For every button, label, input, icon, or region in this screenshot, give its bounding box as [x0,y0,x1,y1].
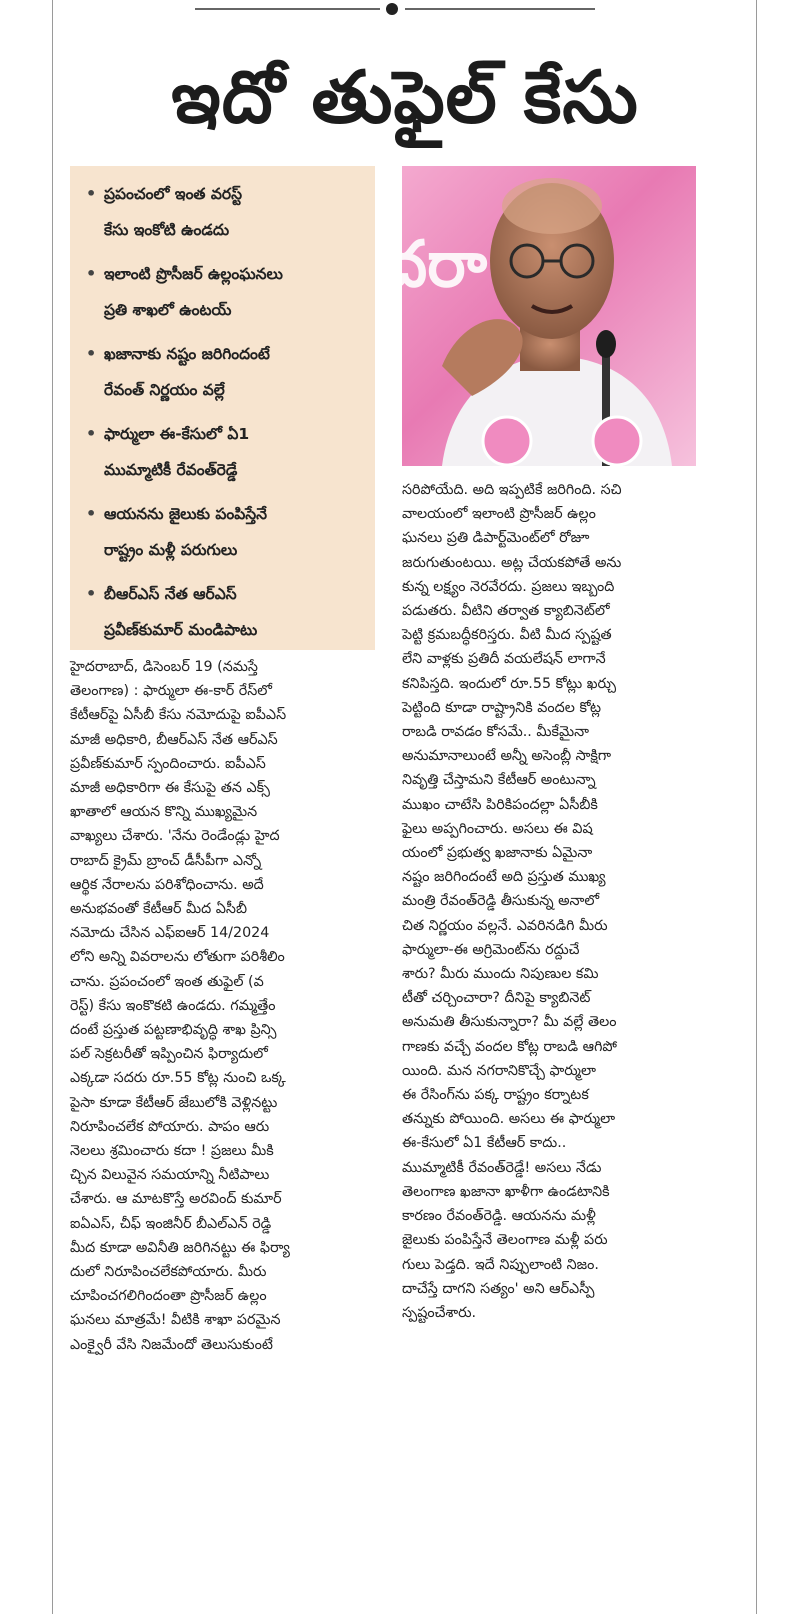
top-rule-right [405,8,595,10]
speaker-photo [382,166,696,466]
highlight-item: • ఖజానాకు నష్టం జరిగిందంటే రేవంత్ నిర్ణయం వల్లే [86,336,365,408]
highlights-box [70,166,375,650]
bullet-icon: • [86,264,97,283]
top-ornament-dot [386,3,398,15]
highlight-item: • ప్రపంచంలో ఇంత వరస్ట్ కేసు ఇంకోటి ఉండదు [86,176,365,248]
highlight-item: • ఆయనను జైలుకు పంపిస్తేనే రాష్ట్రం మళ్లీ పరుగులు [86,496,365,568]
bullet-icon: • [86,344,97,363]
article-body-right: సరిపోయేది. అది ఇప్పటికే జరిగింది. సచి వాలయంలో ఇలాంటి ప్రొసీజర్ ఉల్లం ఘనలు ప్రతి డిపార్ట్‌మెంట్‌లో రోజూ జరుగుతుంటయి. అట్ల చేయకపోతే అను కున్న లక్ష్యం నెరవేరదు. ప్రజలు ఇబ్బంది పడుతరు. వీటిని తర్వాత క్యాబినెట్‌లో పెట్టి క్రమబద్ధీకరిస్తరు. వీటి మీద స్పష్టత లేని వాళ్లకు ప్రతిదీ వయలేషన్ లాగానే కనిపిస్తది. ఇందులో రూ.55 కోట్లు ఖర్చు పెట్టింది కూడా రాష్ట్రానికి వందల కోట్ల రాబడి రావడం కోసమే.. మీకేమైనా అనుమానాలుంటే అన్నీ అసెంబ్లీ సాక్షిగా నివృత్తి చేస్తామని కేటీఆర్ అంటున్నా ముఖం చాటేసి పిరికిపందల్లా ఏసీబీకి ఫైలు అప్పగించారు. అసలు ఈ విష యంలో ప్రభుత్వ ఖజానాకు ఏమైనా నష్టం జరిగిందంటే అది ప్రస్తుత ముఖ్య మంత్రి రేవంత్‌రెడ్డి తీసుకున్న అనాలో చిత నిర్ణయం వల్లనే. ఎవరినడిగి మీరు ఫార్ములా-ఈ అగ్రిమెంట్‌ను రద్దుచే శారు? మీరు ముందు నిపుణుల కమి టీతో చర్చించారా? దీనిపై క్యాబినెట్ అనుమతి తీసుకున్నారా? మీ వల్లే తెలం గాణకు వచ్చే వందల కోట్ల రాబడి ఆగిపో యింది. మన నగరానికొచ్చే ఫార్ములా ఈ రేసింగ్‌ను పక్క రాష్ట్రం కర్నాటక తన్నుకు పోయింది. అసలు ఈ ఫార్ములా ఈ-కేసులో ఏ1 కేటీఆర్ కాదు.. ముమ్మాటికీ రేవంత్‌రెడ్డే! అసలు నేడు తెలంగాణ ఖజానా ఖాళీగా ఉండటానికి కారణం రేవంత్‌రెడ్డి. ఆయనను మళ్లీ జైలుకు పంపిస్తేనే తెలంగాణ మళ్లీ పరు గులు పెడ్తది. ఇదే నిప్పులాంటి నిజం. దాచేస్తే దాగని సత్యం' అని ఆర్‌ఎస్పీ స్పష్టంచేశారు. [402,482,622,1321]
highlight-item: • ఫార్ములా ఈ-కేసులో ఏ1 ముమ్మాటికీ రేవంత్‌రెడ్డే [86,416,365,488]
bullet-icon: • [86,584,97,603]
backdrop-text: దరా [382,228,488,302]
headline: ఇదో తుఫైల్ కేసు [171,55,639,139]
article-body-left: హైదరాబాద్, డిసెంబర్ 19 (నమస్తే తెలంగాణ) : ఫార్ములా ఈ-కార్ రేస్‌లో కేటీఆర్‌పై ఏసీబీ కేసు నమోదుపై ఐపీఎస్ మాజీ అధికారి, బీఆర్‌ఎస్ నేత ఆర్‌ఎస్ ప్రవీణ్‌కుమార్ స్పందించారు. ఐపీఎస్ మాజీ అధికారిగా ఈ కేసుపై తన ఎక్స్ ఖాతాలో ఆయన కొన్ని ముఖ్యమైన వాఖ్యలు చేశారు. 'నేను రెండేండ్లు హైద రాబాద్ క్రైమ్ బ్రాంచ్ డీసీపీగా ఎన్నో ఆర్థిక నేరాలను పరిశోధించాను. అదే అనుభవంతో కేటీఆర్ మీద ఏసీబీ నమోదు చేసిన ఎఫ్ఐఆర్ 14/2024 లోని అన్ని వివరాలను లోతుగా పరిశీలిం చాను. ప్రపంచంలో ఇంత తుఫైల్ (వ రెస్ట్) కేసు ఇంకొకటి ఉండదు. గమ్మత్తేం దంటే ప్రస్తుత పట్టణాభివృద్ధి శాఖ ప్రిన్సి పల్ సెక్రటరీతో ఇప్పించిన ఫిర్యాదులో ఎక్కడా సదరు రూ.55 కోట్ల నుంచి ఒక్క పైసా కూడా కేటీఆర్ జేబులోకి వెళ్లినట్టు నిరూపించలేక పోయారు. పాపం ఆరు నెలలు శ్రమించారు కదా ! ప్రజలు మీకి చ్చిన విలువైన సమయాన్ని నీటిపాలు చేశారు. ఆ మాటకొస్తే అరవింద్ కుమార్ ఐఏఎస్, చీఫ్ ఇంజినీర్ బీఎల్ఎన్ రెడ్డి మీద కూడా అవినీతి జరిగినట్టు ఈ ఫిర్యా దులో నిరూపించలేకపోయారు. మీరు చూపించగలిగిందంతా ప్రొసీజర్ ఉల్లం ఘనలు మాత్రమే! వీటికి శాఖా పరమైన ఎంక్వైరీ వేసి నిజమేందో తెలుసుకుంటే [70,659,290,1353]
highlight-item: • బీఆర్‌ఎస్ నేత ఆర్‌ఎస్ ప్రవీణ్‌కుమార్ మండిపాటు [86,576,365,648]
bullet-icon: • [86,424,97,443]
highlight-item: • ఇలాంటి ప్రొసీజర్ ఉల్లంఘనలు ప్రతి శాఖలో ఉంటయ్ [86,256,365,328]
top-rule-left [195,8,380,10]
bullet-icon: • [86,184,97,203]
bullet-icon: • [86,504,97,523]
speaker-illustration [382,166,696,466]
